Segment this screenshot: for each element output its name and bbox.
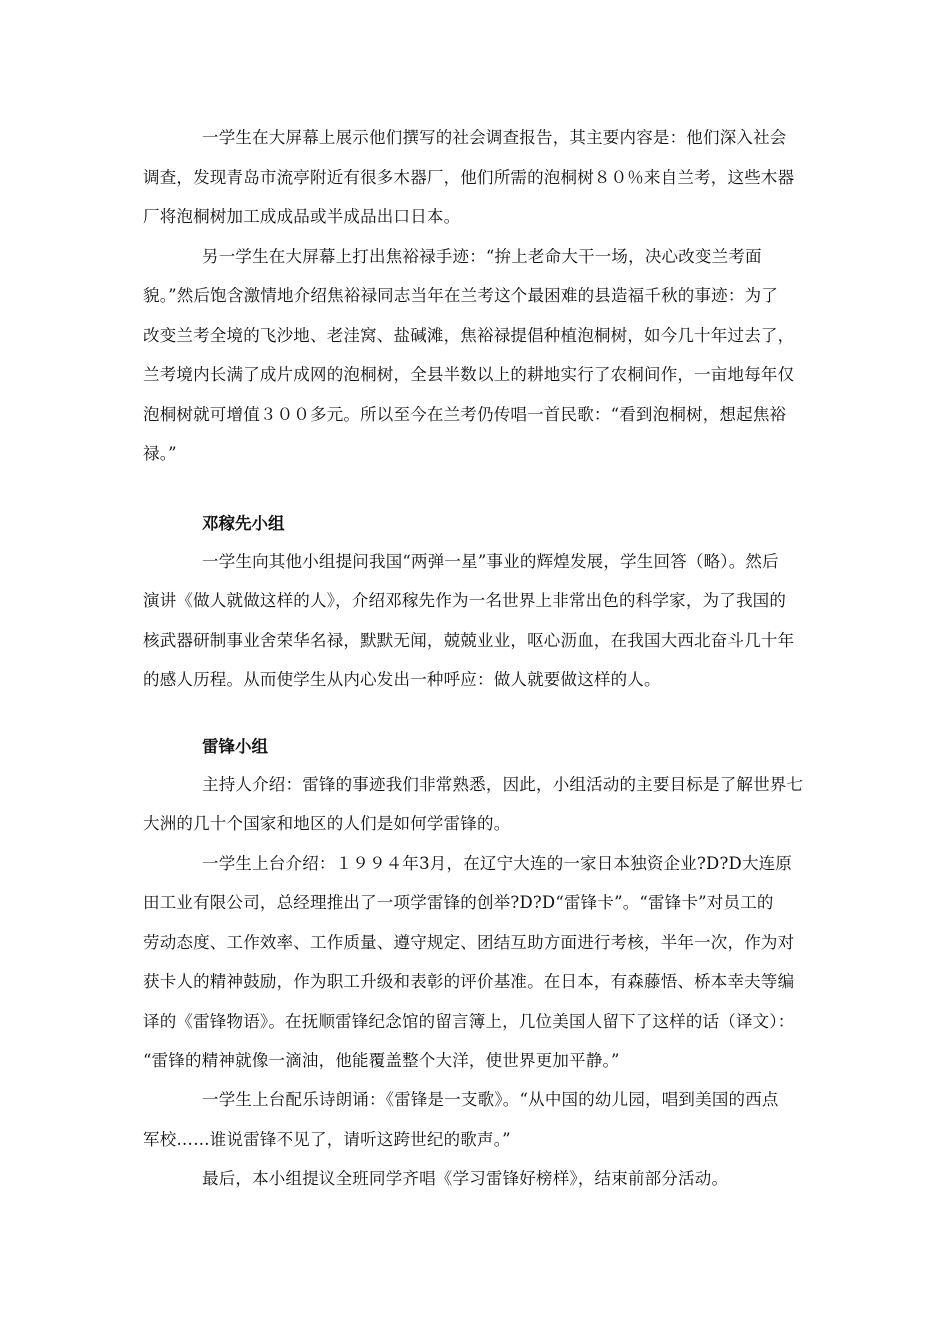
paragraph-line: 一学生向其他小组提问我国“两弹一星”事业的辉煌发展，学生回答（略）。然后	[202, 552, 779, 571]
paragraph-line: 貌。”然后饱含激情地介绍焦裕禄同志当年在兰考这个最困难的县造福千秋的事迹：为了	[143, 286, 778, 305]
paragraph-line: 泡桐树就可增值３００多元。所以至今在兰考仍传唱一首民歌：“看到泡桐树，想起焦裕	[143, 405, 787, 424]
section-heading-leifeng: 雷锋小组	[202, 737, 268, 756]
paragraph-line: 的感人历程。从而使学生从内心发出一种呼应：做人就要做这样的人。	[143, 670, 661, 689]
paragraph-line: 厂将泡桐树加工成成品或半成品出口日本。	[143, 207, 461, 226]
paragraph-line: 主持人介绍：雷锋的事迹我们非常熟悉，因此，小组活动的主要目标是了解世界七	[202, 775, 804, 794]
paragraph-line: 劳动态度、工作效率、工作质量、遵守规定、团结互助方面进行考核，半年一次，作为对	[143, 933, 795, 952]
paragraph-line: 另一学生在大屏幕上打出焦裕禄手迹：“拚上老命大干一场，决心改变兰考面	[202, 247, 762, 266]
paragraph-line: 一学生在大屏幕上展示他们撰写的社会调查报告，其主要内容是：他们深入社会	[202, 128, 787, 147]
paragraph-line: 演讲《做人就做这样的人》，介绍邓稼先作为一名世界上非常出色的科学家，为了我国的	[143, 591, 787, 610]
paragraph-line: “雷锋的精神就像一滴油，他能覆盖整个大洋，使世界更加平静。”	[143, 1051, 620, 1070]
paragraph-line: 获卡人的精神鼓励，作为职工升级和表彰的评价基准。在日本，有森藤悟、桥本幸夫等编	[143, 972, 795, 991]
paragraph-line: 最后，本小组提议全班同学齐唱《学习雷锋好榜样》，结束前部分活动。	[202, 1169, 729, 1188]
paragraph-line: 大洲的几十个国家和地区的人们是如何学雷锋的。	[143, 814, 511, 833]
paragraph-line: 译的《雷锋物语》。在抚顺雷锋纪念馆的留言簿上，几位美国人留下了这样的话（译文）：	[143, 1012, 795, 1031]
paragraph-line: 一学生上台介绍：１９９４年3月，在辽宁大连的一家日本独资企业?D?D大连原	[202, 854, 793, 873]
paragraph-line: 一学生上台配乐诗朗诵：《雷锋是一支歌》。“从中国的幼儿园，唱到美国的西点	[202, 1090, 779, 1109]
paragraph-line: 调查，发现青岛市流亭附近有很多木器厂，他们所需的泡桐树８０％来自兰考，这些木器	[143, 168, 795, 187]
paragraph-line: 兰考境内长满了成片成网的泡桐树，全县半数以上的耕地实行了农桐间作，一亩地每年仅	[143, 365, 795, 384]
paragraph-line: 改变兰考全境的飞沙地、老洼窝、盐碱滩，焦裕禄提倡种植泡桐树，如今几十年过去了，	[143, 326, 795, 345]
paragraph-line: 田工业有限公司，总经理推出了一项学雷锋的创举?D?D“雷锋卡”。“雷锋卡”对员工的	[143, 893, 774, 912]
paragraph-line: 军校……谁说雷锋不见了，请听这跨世纪的歌声。”	[143, 1130, 511, 1149]
paragraph-line: 核武器研制事业舍荣华名禄，默默无闻，兢兢业业，呕心沥血，在我国大西北奋斗几十年	[143, 631, 795, 650]
section-heading-deng: 邓稼先小组	[202, 514, 285, 533]
paragraph-line: 禄。”	[143, 444, 177, 463]
